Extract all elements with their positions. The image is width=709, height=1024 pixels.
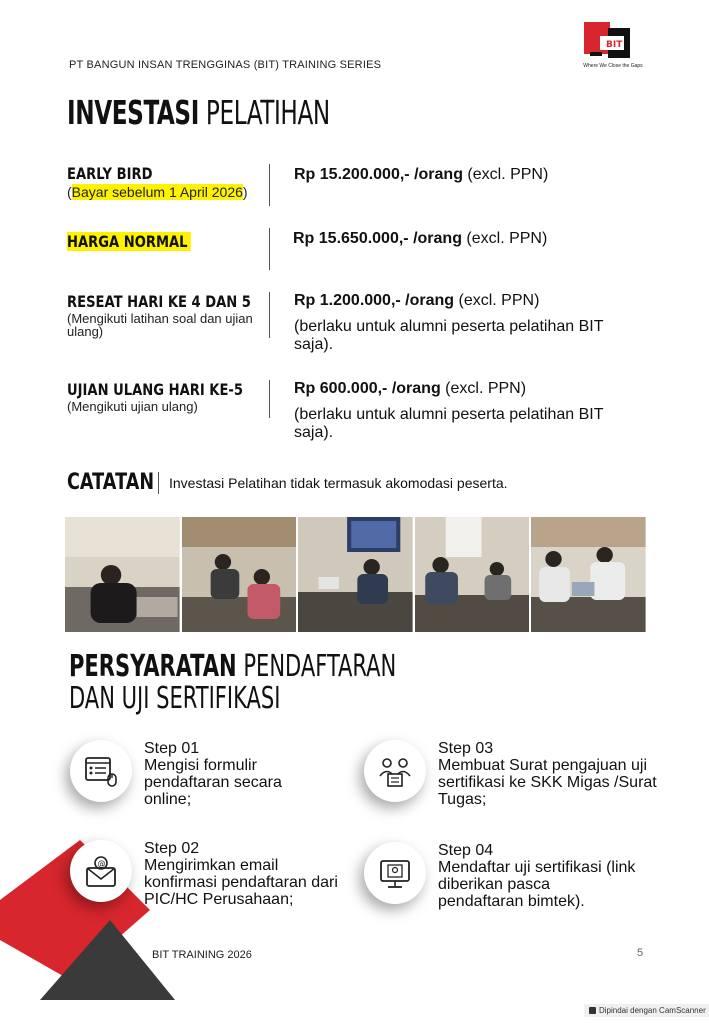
step-title: Step 01 xyxy=(144,740,200,757)
step-title: Step 02 xyxy=(144,840,200,857)
camscanner-icon xyxy=(589,1007,596,1014)
step-text xyxy=(438,740,668,808)
training-photo xyxy=(65,517,180,632)
online-form-icon xyxy=(70,740,132,802)
price-label: UJIAN ULANG HARI KE-5 xyxy=(67,380,243,399)
price-row-harga-normal xyxy=(67,228,657,272)
catatan-divider xyxy=(158,472,159,494)
step-description: Membuat Surat pengajuan uji sertifikasi ke SKK Migas /Surat Tugas; xyxy=(438,757,657,808)
catatan-section xyxy=(67,470,508,495)
computer-register-icon xyxy=(364,842,426,904)
catatan-label: CATATAN xyxy=(67,470,155,495)
price-label: EARLY BIRD xyxy=(67,164,153,183)
price-value: Rp 15.650.000,- /orang (excl. PPN) xyxy=(293,230,548,247)
group-letter-icon xyxy=(364,740,426,802)
step-text xyxy=(438,842,668,910)
training-photo xyxy=(182,517,297,632)
training-photo xyxy=(531,517,646,632)
price-value: Rp 15.200.000,- /orang (excl. PPN) xyxy=(294,166,549,183)
training-photo-strip xyxy=(65,517,646,632)
catatan-text: Investasi Pelatihan tidak termasuk akomodasi peserta. xyxy=(169,475,508,491)
svg-text:@: @ xyxy=(97,859,106,868)
logo-text: BIT xyxy=(606,40,623,50)
price-sublabel: (Bayar sebelum 1 April 2026) xyxy=(67,184,248,200)
footer-label: BIT TRAINING 2026 xyxy=(152,949,252,961)
step-description: Mendaftar uji sertifikasi (link diberikan pasca pendaftaran bimtek). xyxy=(438,859,636,910)
price-note: (berlaku untuk alumni peserta pelatihan BIT saja). xyxy=(294,406,604,441)
price-label: RESEAT HARI KE 4 DAN 5 xyxy=(67,292,251,311)
investasi-title xyxy=(67,93,330,132)
price-sublabel: (Mengikuti latihan soal dan ujian ulang) xyxy=(67,311,253,339)
camscanner-badge: Dipindai dengan CamScanner xyxy=(584,1004,709,1017)
investasi-title-light: PELATIHAN xyxy=(198,93,330,132)
price-note: (berlaku untuk alumni peserta pelatihan BIT saja). xyxy=(294,318,604,353)
investasi-title-bold: INVESTASI xyxy=(67,93,199,132)
logo-tagline: Where We Close the Gaps xyxy=(583,63,643,69)
persyaratan-subtitle: DAN UJI SERTIFIKASI xyxy=(69,681,281,716)
step-title: Step 04 xyxy=(438,842,494,859)
price-sublabel: (Mengikuti ujian ulang) xyxy=(67,399,198,414)
persyaratan-title-bold: PERSYARATAN xyxy=(69,649,237,684)
price-label: HARGA NORMAL xyxy=(67,232,191,251)
step-description: Mengisi formulir pendaftaran secara online; xyxy=(144,757,282,808)
persyaratan-title-light: PENDAFTARAN xyxy=(236,649,397,684)
row-divider xyxy=(269,380,270,418)
training-photo xyxy=(298,517,413,632)
row-divider xyxy=(269,228,270,270)
price-value: Rp 1.200.000,- /orang (excl. PPN) (berlaku untuk alumni peserta pelatihan BIT saja). xyxy=(294,292,634,354)
row-divider xyxy=(269,164,270,206)
step-description: Mengirimkan email konfirmasi pendaftaran dari PIC/HC Perusahaan; xyxy=(144,857,338,908)
training-photo xyxy=(415,517,530,632)
step-text xyxy=(144,840,374,908)
step-title: Step 03 xyxy=(438,740,494,757)
price-row-ujian-ulang xyxy=(67,380,657,446)
price-row-early-bird xyxy=(67,164,657,208)
step-text xyxy=(144,740,374,808)
price-row-reseat xyxy=(67,292,657,358)
email-icon xyxy=(70,840,132,902)
price-value: Rp 600.000,- /orang (excl. PPN) (berlaku untuk alumni peserta pelatihan BIT saja). xyxy=(294,380,634,442)
company-header: PT BANGUN INSAN TRENGGINAS (BIT) TRAINING SERIES xyxy=(69,59,382,71)
row-divider xyxy=(269,292,270,338)
persyaratan-title xyxy=(69,649,397,684)
page-number: 5 xyxy=(637,947,644,959)
